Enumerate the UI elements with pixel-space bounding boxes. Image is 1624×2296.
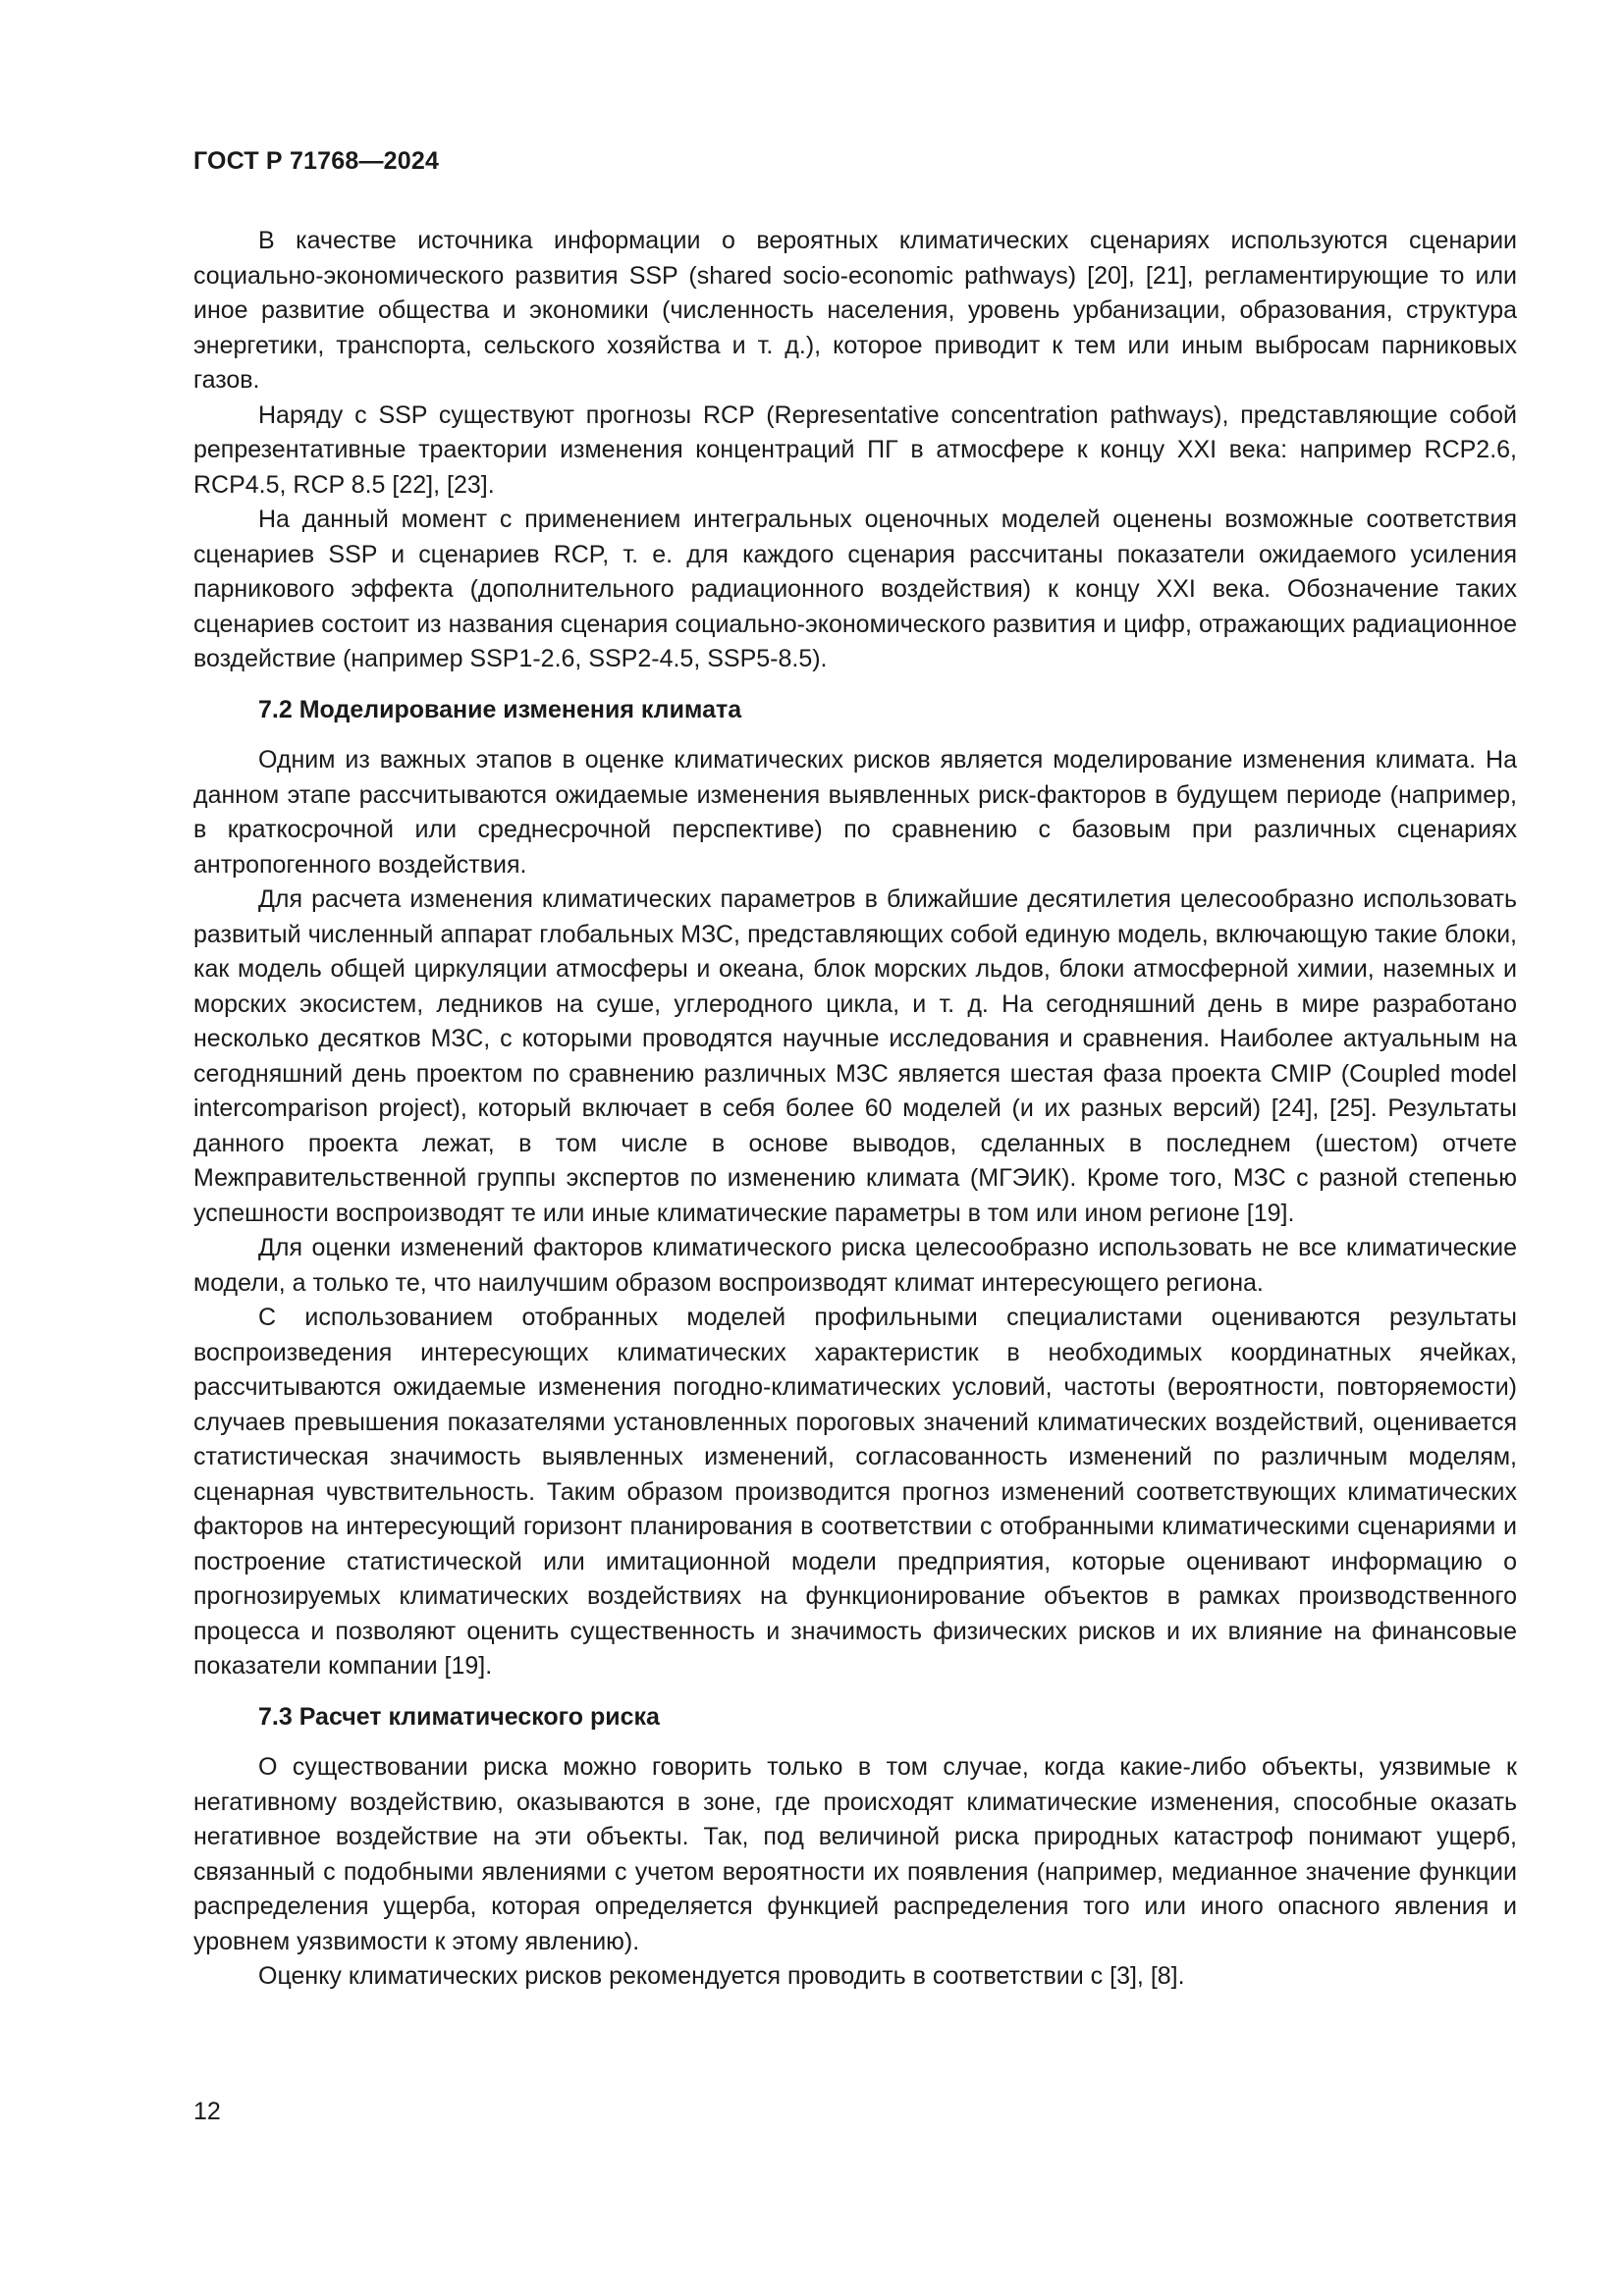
paragraph: В качестве источника информации о вероятных климатических сценариях используются сценарии социально-экономического развития SSP (shared socio-economic pathways) [20], [21], регламентирующие то или иное развитие общества и экономики (численность населения, уровень урбанизации, образования, структура энергетики, транспорта, сельского хозяйства и т. д.), которое приводит к тем или иным выбросам парниковых газов. — [193, 227, 1517, 394]
paragraph: Одним из важных этапов в оценке климатических рисков является моделирование изменения климата. На данном этапе рассчитываются ожидаемые изменения выявленных риск-факторов в будущем периоде (например, в краткосрочной или среднесрочной перспективе) по сравнению с базовым при различных сценариях антропогенного воздействия. — [193, 746, 1517, 879]
page-number: 12 — [193, 2098, 221, 2125]
paragraph: Для расчета изменения климатических параметров в ближайшие десятилетия целесообразно использовать развитый численный аппарат глобальных МЗС, представляющих собой единую модель, включающую такие блоки, как модель общей циркуляции атмосферы и океана, блок морских льдов, блоки атмосферной химии, наземных и морских экосистем, ледников на суше, углеродного цикла, и т. д. На сегодняшний день в мире разработано несколько десятков МЗС, с которыми проводятся научные исследования и сравнения. Наиболее актуальным на сегодняшний день проектом по сравнению различных МЗС является шестая фаза проекта CMIP (Coupled model intercomparison project), который включает в себя более 60 моделей (и их разных версий) [24], [25]. Результаты данного проекта лежат, в том числе в основе выводов, сделанных в последнем (шестом) отчете Межправительственной группы экспертов по изменению климата (МГЭИК). Кроме того, МЗС с разной степенью успешности воспроизводят те или иные климатические параметры в том или ином регионе [19]. — [193, 885, 1517, 1227]
section-heading-7-3: 7.3 Расчет климатического риска — [258, 1702, 660, 1731]
paragraph: С использованием отобранных моделей профильными специалистами оцениваются результаты воспроизведения интересующих климатических характеристик в необходимых координатных ячейках, рассчитываются ожидаемые изменения погодно-климатических условий, частоты (вероятности, повторяемости) случаев превышения показателями установленных пороговых значений климатических воздействий, оценивается статистическая значимость выявленных изменений, согласованность изменений по различным моделям, сценарная чувствительность. Таким образом производится прогноз изменений соответствующих климатических факторов на интересующий горизонт планирования в соответствии с отобранными климатическими сценариями и построение статистической или имитационной модели предприятия, которые оценивают информацию о прогнозируемых климатических воздействиях на функционирование объектов в рамках производственного процесса и позволяют оценить существенность и значимость физических рисков и их влияние на финансовые показатели компании [19]. — [193, 1304, 1517, 1680]
section-heading-7-2: 7.2 Моделирование изменения климата — [258, 695, 742, 723]
paragraph: Наряду с SSP существуют прогнозы RCP (Representative concentration pathways), представляющие собой репрезентативные траектории изменения концентраций ПГ в атмосфере к концу XXI века: например RCP2.6, RCP4.5, RCP 8.5 [22], [23]. — [193, 400, 1517, 499]
paragraph: На данный момент с применением интегральных оценочных моделей оценены возможные соответствия сценариев SSP и сценариев RCP, т. е. для каждого сценария рассчитаны показатели ожидаемого усиления парникового эффекта (дополнительного радиационного воздействия) к концу XXI века. Обозначение таких сценариев состоит из названия сценария социально-экономического развития и цифр, отражающих радиационное воздействие (например SSP1-2.6, SSP2-4.5, SSP5-8.5). — [193, 506, 1517, 672]
paragraph: О существовании риска можно говорить только в том случае, когда какие-либо объекты, уязвимые к негативному воздействию, оказываются в зоне, где происходят климатические изменения, способные оказать негативное воздействие на эти объекты. Так, под величиной риска природных катастроф понимают ущерб, связанный с подобными явлениями с учетом вероятности их появления (например, медианное значение функции распределения ущерба, которая определяется функцией распределения того или иного опасного явления и уровнем уязвимости к этому явлению). — [193, 1753, 1517, 1955]
paragraph: Оценку климатических рисков рекомендуется проводить в соответствии с [3], [8]. — [258, 1962, 1185, 1990]
paragraph: Для оценки изменений факторов климатического риска целесообразно использовать не все климатические модели, а только те, что наилучшим образом воспроизводят климат интересующего региона. — [193, 1234, 1517, 1297]
document-body — [193, 224, 1517, 1995]
document-header: ГОСТ Р 71768—2024 — [193, 147, 440, 175]
